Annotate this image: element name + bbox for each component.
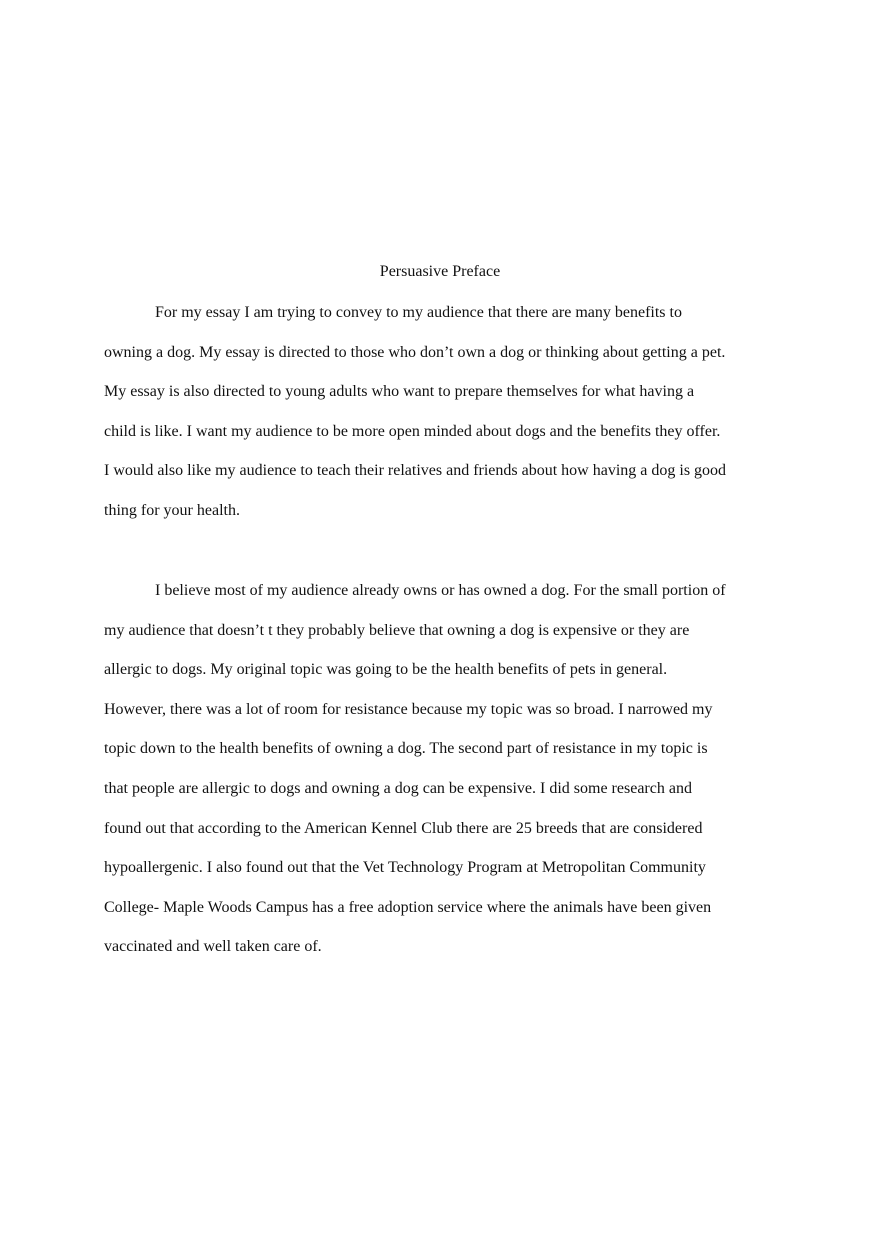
paragraph-2-line: found out that according to the American Kennel Club there are 25 breeds that are considered [104, 820, 703, 837]
paragraph-2-line: hypoallergenic. I also found out that the Vet Technology Program at Metropolitan Community [104, 859, 706, 876]
paragraph-2-line: vaccinated and well taken care of. [104, 938, 322, 955]
paragraph-2-line: College- Maple Woods Campus has a free adoption service where the animals have been given [104, 899, 712, 916]
paragraph-2-line: my audience that doesn’t t they probably believe that owning a dog is expensive or they are [104, 622, 690, 639]
paragraph-1-line: owning a dog. My essay is directed to those who don’t own a dog or thinking about getting a pet. [104, 344, 726, 361]
paragraph-2-line: I believe most of my audience already owns or has owned a dog. For the small portion of [155, 582, 726, 599]
paragraph-2-line: topic down to the health benefits of owning a dog. The second part of resistance in my topic is [104, 740, 708, 757]
paragraph-1-line: I would also like my audience to teach their relatives and friends about how having a dog is good [104, 462, 727, 479]
paragraph-2-line: allergic to dogs. My original topic was going to be the health benefits of pets in general. [104, 661, 668, 678]
paragraph-2-line: that people are allergic to dogs and owning a dog can be expensive. I did some research and [104, 780, 692, 797]
paragraph-1-line: For my essay I am trying to convey to my audience that there are many benefits to [155, 304, 682, 321]
paragraph-1-line: My essay is also directed to young adults who want to prepare themselves for what having a [104, 383, 695, 400]
paragraph-2-line: However, there was a lot of room for resistance because my topic was so broad. I narrowed my [104, 701, 713, 718]
paragraph-1-line: child is like. I want my audience to be more open minded about dogs and the benefits they offer. [104, 423, 721, 440]
document-title: Persuasive Preface [379, 263, 501, 280]
paragraph-1-line: thing for your health. [104, 502, 240, 519]
